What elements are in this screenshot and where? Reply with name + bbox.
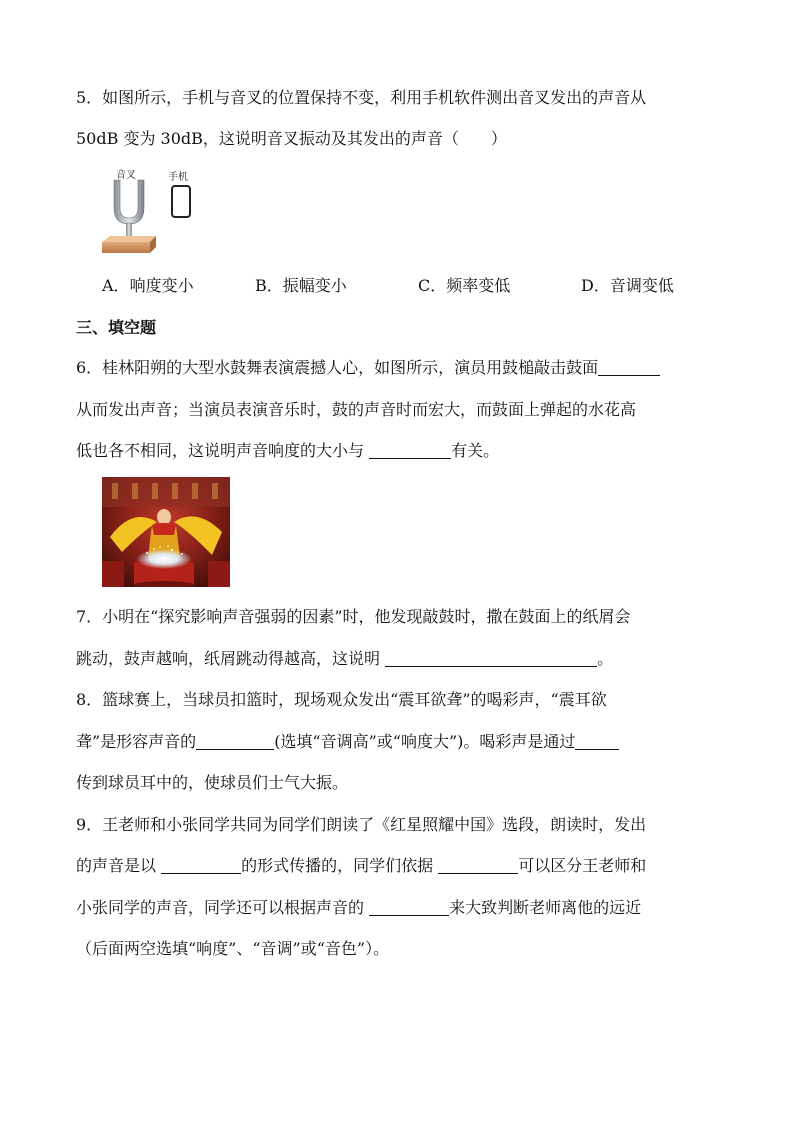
- option-b-text: 振幅变小: [282, 276, 347, 295]
- q9-line-4: （后面两空选填“响度”、“音调”或“音色”）。: [76, 939, 390, 958]
- q9-line-2c: 可以区分王老师和: [518, 856, 647, 875]
- q5-line-2: 50dB 变为 30dB，这说明音叉振动及其发出的声音（ ）: [76, 129, 507, 148]
- q9-line-1: 9．王老师和小张同学共同为同学们朗读了《红星照耀中国》选段，朗读时，发出: [76, 815, 647, 834]
- q7-line-2: [76, 649, 613, 669]
- option-c-text: 频率变低: [446, 276, 511, 295]
- option-a: [102, 273, 194, 296]
- q9-line-3a: 小张同学的声音，同学还可以根据声音的: [76, 898, 370, 917]
- option-a-text: 响度变小: [129, 276, 194, 295]
- section-title: 三、填空题: [76, 318, 157, 337]
- q9-line-2: [76, 856, 646, 876]
- q6-line-1: [76, 358, 660, 378]
- q5-line-1: 5．如图所示，手机与音叉的位置保持不变，利用手机软件测出音叉发出的声音从: [76, 88, 647, 107]
- q7-line-2a: 跳动，鼓声越响，纸屑跳动得越高，这说明: [76, 649, 386, 668]
- q8-line-2: [76, 732, 619, 752]
- q6-line-3a: 低也各不相同，这说明声音响度的大小与: [76, 441, 370, 460]
- option-a-letter: A．: [102, 276, 130, 295]
- q9-line-2b: 的形式传播的，同学们依据: [241, 856, 439, 875]
- q8-line-3: 传到球员耳中的，使球员们士气大振。: [76, 773, 349, 792]
- option-b: [255, 273, 347, 296]
- drum-performance-photo: [102, 477, 230, 587]
- option-c-letter: C．: [418, 276, 447, 295]
- q7-line-1: 7．小明在“探究影响声音强弱的因素”时，他发现敲鼓时，撒在鼓面上的纸屑会: [76, 607, 631, 626]
- tuning-fork-label: 音叉: [116, 170, 136, 181]
- q8-line-2a: 聋”是形容声音的: [76, 732, 197, 751]
- q9-line-3: [76, 898, 641, 918]
- q9-blank-1[interactable]: [161, 857, 241, 874]
- q6-line-3b: 有关。: [451, 441, 500, 460]
- tuning-fork-figure: [100, 166, 200, 256]
- q8-line-1: 8．篮球赛上，当球员扣篮时，现场观众发出“震耳欲聋”的喝彩声，“震耳欲: [76, 690, 607, 709]
- tuning-fork-icon: [100, 166, 200, 256]
- q6-line-2: 从而发出声音；当演员表演音乐时，鼓的声音时而宏大，而鼓面上弹起的水花高: [76, 400, 637, 419]
- q6-blank-2[interactable]: [369, 442, 451, 459]
- option-d-letter: D．: [581, 276, 610, 295]
- q7-blank-1[interactable]: [385, 650, 597, 667]
- option-d: [581, 273, 674, 296]
- option-d-text: 音调变低: [609, 276, 674, 295]
- q8-blank-2[interactable]: [575, 733, 619, 750]
- phone-label: 手机: [168, 172, 188, 183]
- q8-line-2b: (选填“音调高”或“响度大”)。喝彩声是通过: [274, 732, 576, 751]
- q9-line-3b: 来大致判断老师离他的远近: [449, 898, 642, 917]
- q8-blank-1[interactable]: [196, 733, 274, 750]
- q9-blank-2[interactable]: [438, 857, 518, 874]
- q9-line-2a: 的声音是以: [76, 856, 162, 875]
- q6-line-1-text: 6．桂林阳朔的大型水鼓舞表演震撼人心，如图所示，演员用鼓槌敲击鼓面: [76, 358, 599, 377]
- option-c: [418, 273, 510, 296]
- q6-blank-1[interactable]: [598, 359, 660, 376]
- q6-line-3: [76, 441, 499, 461]
- q7-line-2b: 。: [597, 649, 614, 668]
- option-b-letter: B．: [255, 276, 283, 295]
- q9-blank-3[interactable]: [369, 899, 449, 916]
